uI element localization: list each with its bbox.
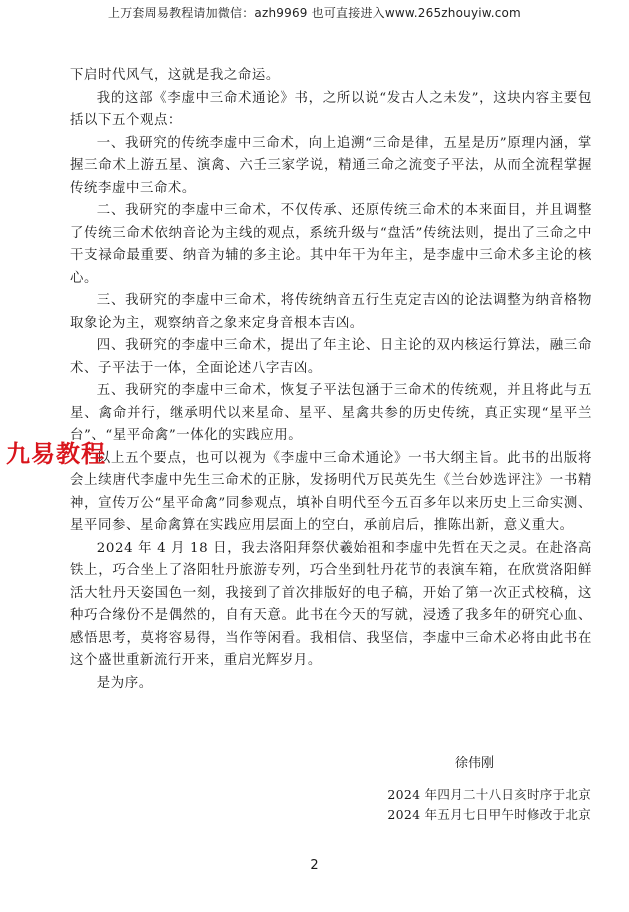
page-header-banner: 上万套周易教程请加微信：azh9969 也可直接进入www.265zhouyiw.com — [108, 6, 521, 20]
watermark-logo: 九易教程 — [6, 440, 106, 468]
body-paragraph-closing: 是为序。 — [96, 675, 153, 691]
author-name: 徐伟刚 — [455, 756, 495, 771]
body-paragraph-point-1: 一、我研究的传统李虚中三命术，向上追溯“三命是律，五星是历”原理内涵，掌握三命术上游五星、演禽、六壬三家学说，精通三命之流变子平法，从而全流程掌握传统李虚中三命术。 — [70, 135, 592, 196]
body-paragraph-point-2: 二、我研究的李虚中三命术，不仅传承、还原传统三命术的本来面目，并且调整了传统三命术依纳音论为主线的观点，系统升级与“盘活”传统法则，提出了三命之中干支禄命最重要、纳音为辅的多主论。其中年干为年主，是李虚中三命术多主论的核心。 — [70, 203, 592, 286]
body-paragraph-summary: 以上五个要点，也可以视为《李虚中三命术通论》一书大纲主旨。此书的出版将会上续唐代李虚中先生三命术的正脉，发扬明代万民英先生《兰台妙选评注》一书精神，宣传万公“星平命禽”同参观点，填补自明代至今五百多年以来历史上三命实测、星平同参、星命禽算在实践应用层面上的空白，承前启后，推陈出新，意义重大。 — [70, 450, 592, 533]
body-paragraph-point-5: 五、我研究的李虚中三命术，恢复子平法包涵于三命术的传统观，并且将此与五星、禽命并行，继承明代以来星命、星平、星禽共参的历史传统，真正实现“星平兰台”、“星平命禽”一体化的实践应用。 — [70, 383, 592, 443]
body-paragraph-point-3: 三、我研究的李虚中三命术，将传统纳音五行生克定吉凶的论法调整为纳音格物取象论为主，观察纳音之象来定身音根本吉凶。 — [70, 293, 592, 331]
body-paragraph-intro: 我的这部《李虚中三命术通论》书，之所以说“发古人之未发”，这块内容主要包括以下五个观点： — [70, 90, 592, 128]
page-number: 2 — [310, 858, 319, 873]
document-body — [70, 65, 592, 695]
body-paragraph-point-4: 四、我研究的李虚中三命术，提出了年主论、日主论的双内核运行算法，融三命术、子平法于一体，全面论述八字吉凶。 — [70, 338, 592, 376]
signature-date-2: 2024 年五月七日甲午时修改于北京 — [387, 807, 591, 822]
body-paragraph-continuation: 下启时代风气，这就是我之命运。 — [70, 68, 280, 83]
signature-date-1: 2024 年四月二十八日亥时序于北京 — [387, 787, 591, 802]
body-paragraph-anecdote: 2024 年 4 月 18 日，我去洛阳拜祭伏羲始祖和李虚中先哲在天之灵。在赴洛高铁上，巧合坐上了洛阳牡丹旅游专列，巧合坐到牡丹花节的表演车箱，在欣赏洛阳鲜活大牡丹天姿国色一刻，我接到了首次排版好的电子稿，开始了第一次正式校稿，这种巧合缘份不是偶然的，自有天意。此书在今天的写就，浸透了我多年的研究心血、感悟思考，莫将容易得，当作等闲看。我相信、我坚信，李虚中三命术必将由此书在这个盛世重新流行开来，重启光辉岁月。 — [70, 540, 592, 668]
